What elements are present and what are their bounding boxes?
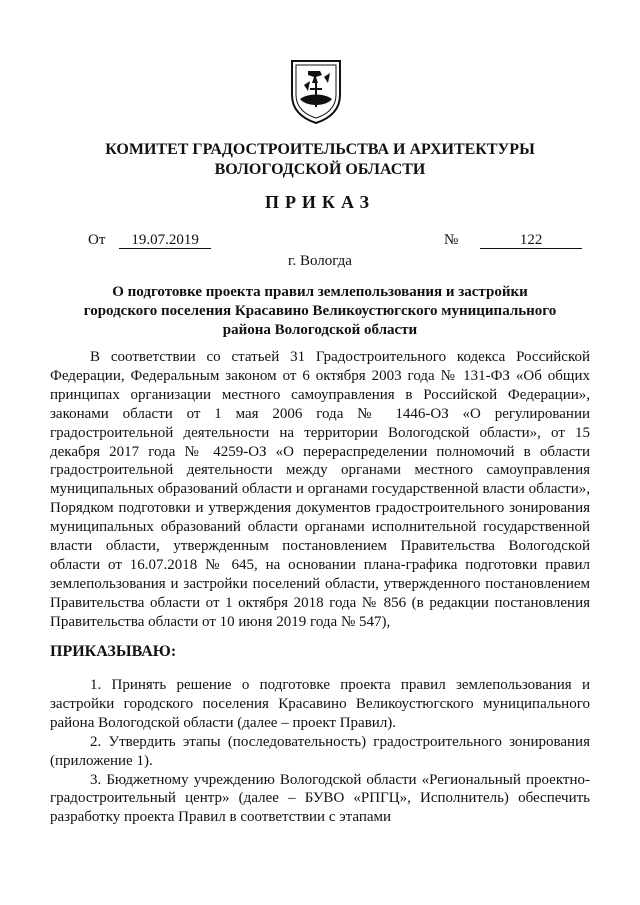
order-item: 2. Утвердить этапы (последовательность) градостроительного зонирования (приложение 1).: [50, 733, 590, 769]
number-field: [444, 232, 582, 249]
order-item: 1. Принять решение о подготовке проекта правил землепользования и застройки городского поселения Красавино Великоустюгского муниципального района Вологодской области (далее – проект Правил).: [50, 677, 590, 731]
org-name-line1: КОМИТЕТ ГРАДОСТРОИТЕЛЬСТВА И АРХИТЕКТУРЫ: [105, 141, 535, 158]
date-value: 19.07.2019: [119, 232, 211, 249]
org-name-line2: ВОЛОГОДСКОЙ ОБЛАСТИ: [214, 161, 426, 178]
city-name: г. Вологда: [288, 253, 352, 269]
number-label: №: [444, 232, 459, 248]
date-label: От: [88, 232, 106, 248]
order-items: [50, 676, 590, 827]
document-type: ПРИКАЗ: [264, 192, 376, 212]
preamble-paragraph: В соответствии со статьей 31 Градостроительного кодекса Российской Федерации, Федеральным законом от 6 октября 2003 года № 131-ФЗ «Об общих принципах организации местного самоуправления в Российской Федерации», законами области от 1 мая 2006 года № 1446-ОЗ «О регулировании градостроительной деятельности на территории Вологодской области», от 15 декабря 2017 года № 4259-ОЗ «О перераспределении полномочий в области градостроительной деятельности между органами местного самоуправления муниципальных образований области и органами государственной власти области», Порядком подготовки и утверждения документов градостроительного зонирования муниципальных образований области органами исполнительной государственной власти области, утвержденным постановлением Правительства Вологодской области от 16.07.2018 № 645, на основании плана-графика подготовки правил землепользования и застройки поселений области, утвержденного постановлением Правительства области от 1 октября 2018 года № 856 (в редакции постановления Правительства области от 10 июня 2019 года № 547),: [50, 349, 590, 630]
preamble-block: [50, 348, 590, 632]
order-item: 3. Бюджетному учреждению Вологодской области «Региональный проектно-градостроительный центр» (далее – БУВО «РПГЦ», Исполнитель) обеспечить разработку проекта Правил в соответствии с этапами: [50, 771, 590, 826]
number-value: 122: [480, 232, 582, 249]
date-field: [88, 232, 211, 249]
subject-line: О подготовке проекта правил землепользования и застройки: [112, 284, 528, 300]
order-heading: ПРИКАЗЫВАЮ:: [50, 643, 177, 660]
subject-line: городского поселения Красавино Великоустюгского муниципального: [83, 303, 557, 319]
document-subject: [60, 283, 580, 340]
subject-line: района Вологодской области: [222, 322, 418, 338]
coat-of-arms-icon: [286, 55, 346, 125]
